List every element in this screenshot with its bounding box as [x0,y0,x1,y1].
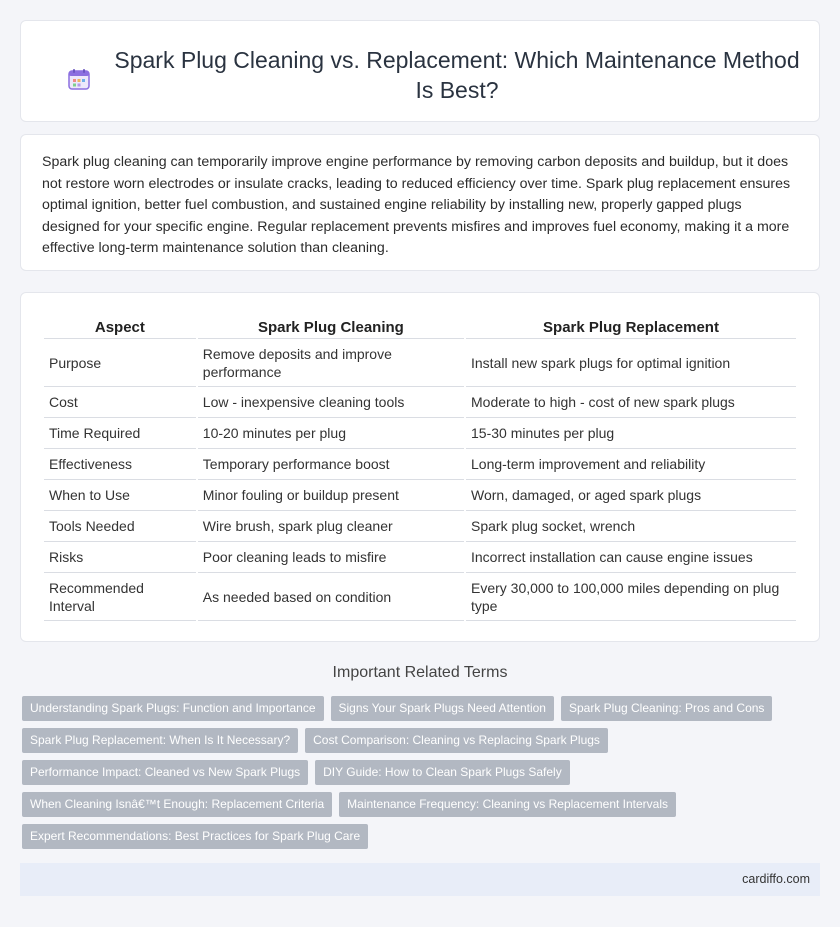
table-row [44,542,796,573]
cell-aspect: Recommended Interval [44,573,196,621]
cell-replacement: Worn, damaged, or aged spark plugs [466,480,796,511]
cell-aspect: Tools Needed [44,511,196,542]
related-terms-title: Important Related Terms [332,664,508,681]
page-title: Spark Plug Cleaning vs. Replacement: Which Maintenance Method Is Best? [114,47,800,103]
cell-replacement: Incorrect installation can cause engine issues [466,542,796,573]
related-tag[interactable]: Signs Your Spark Plugs Need Attention [331,696,554,721]
cell-aspect: Time Required [44,418,196,449]
summary-card [20,134,820,271]
related-tag[interactable]: Cost Comparison: Cleaning vs Replacing Spark Plugs [305,728,608,753]
table-row [44,418,796,449]
calendar-icon [67,67,91,91]
summary-paragraph: Spark plug cleaning can temporarily improve engine performance by removing carbon deposits and buildup, but it does not restore worn electrodes or insulate cracks, leading to reduced efficiency over time. Spark plug replacement ensures optimal ignition, better fuel combustion, and sustained engine reliability by installing new, properly gapped plugs designed for your specific engine. Regular replacement prevents misfires and improves fuel economy, making it a more effective long-term maintenance solution than cleaning. [42,154,791,257]
cell-cleaning: Wire brush, spark plug cleaner [198,511,464,542]
cell-aspect: Risks [44,542,196,573]
comparison-table-card [20,292,820,642]
cell-aspect: Cost [44,387,196,418]
related-tag[interactable]: Expert Recommendations: Best Practices for Spark Plug Care [22,824,368,849]
cell-cleaning: Remove deposits and improve performance [198,339,464,387]
cell-replacement: Moderate to high - cost of new spark plugs [466,387,796,418]
related-tag[interactable]: Understanding Spark Plugs: Function and Importance [22,696,324,721]
header-replacement: Spark Plug Replacement [466,313,796,339]
related-tag[interactable]: Maintenance Frequency: Cleaning vs Replacement Intervals [339,792,676,817]
cell-aspect: When to Use [44,480,196,511]
table-row [44,339,796,387]
table-row [44,573,796,621]
title-card [20,20,820,122]
cell-replacement: Install new spark plugs for optimal ignition [466,339,796,387]
related-tag[interactable]: Spark Plug Cleaning: Pros and Cons [561,696,772,721]
related-tag[interactable]: Spark Plug Replacement: When Is It Necessary? [22,728,298,753]
related-tag[interactable]: DIY Guide: How to Clean Spark Plugs Safely [315,760,570,785]
related-terms-tags [22,696,802,856]
related-tag[interactable]: Performance Impact: Cleaned vs New Spark Plugs [22,760,308,785]
related-tag[interactable]: When Cleaning Isnâ€™t Enough: Replacement Criteria [22,792,332,817]
cell-cleaning: Temporary performance boost [198,449,464,480]
cell-cleaning: Poor cleaning leads to misfire [198,542,464,573]
header-aspect: Aspect [44,313,196,339]
cell-replacement: Every 30,000 to 100,000 miles depending on plug type [466,573,796,621]
cell-cleaning: Minor fouling or buildup present [198,480,464,511]
cell-replacement: 15-30 minutes per plug [466,418,796,449]
cell-cleaning: Low - inexpensive cleaning tools [198,387,464,418]
cell-replacement: Long-term improvement and reliability [466,449,796,480]
table-row [44,387,796,418]
comparison-table [42,313,798,621]
header-cleaning: Spark Plug Cleaning [198,313,464,339]
table-row [44,480,796,511]
cell-replacement: Spark plug socket, wrench [466,511,796,542]
cell-cleaning: 10-20 minutes per plug [198,418,464,449]
footer [20,863,820,896]
cell-aspect: Effectiveness [44,449,196,480]
table-row [44,449,796,480]
cell-aspect: Purpose [44,339,196,387]
cell-cleaning: As needed based on condition [198,573,464,621]
table-row [44,511,796,542]
site-link[interactable]: cardiffo.com [742,872,810,886]
